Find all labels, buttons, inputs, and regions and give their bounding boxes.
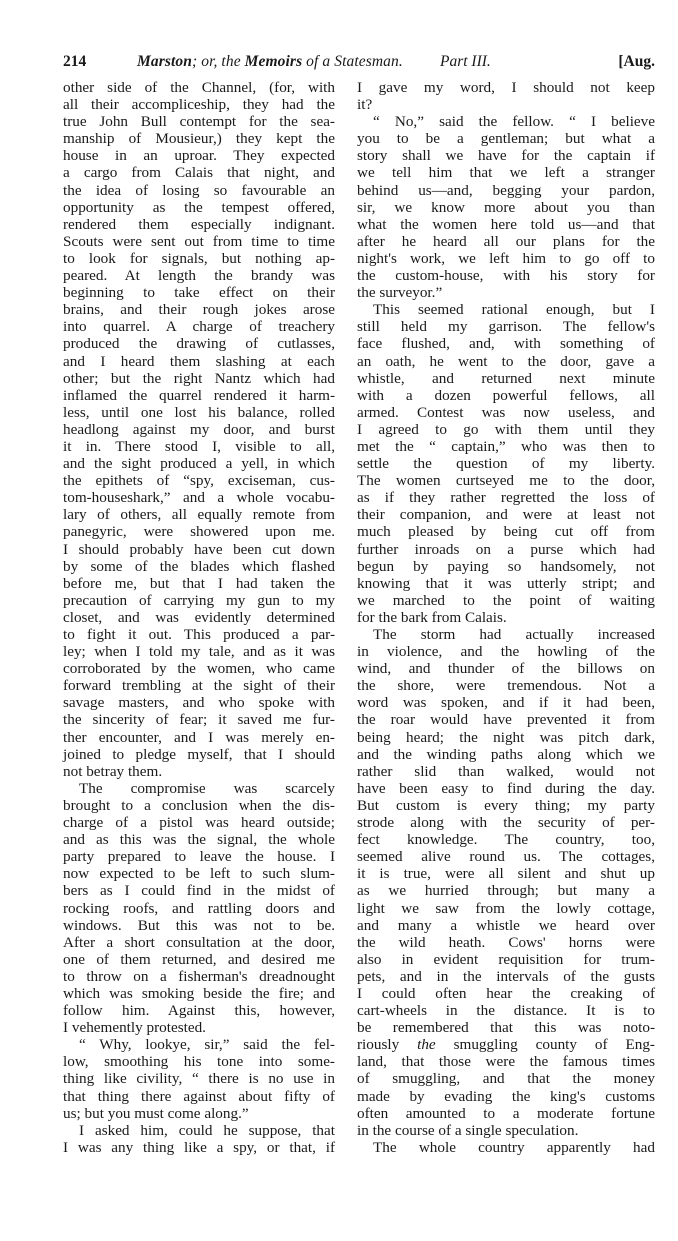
text-line: fect knowledge. The country, too, [357, 831, 655, 849]
text-line: to fight it out. This produced a par- [63, 626, 335, 643]
text-line: follow him. Against this, however, [63, 1002, 335, 1020]
text-line: precaution of carrying my gun to my [63, 591, 335, 609]
text-line: knowing that it was utterly stript; and [357, 574, 655, 592]
text-line: and many a whistle we heard over [357, 916, 655, 934]
text-line: inflamed the quarrel rendered it harm- [63, 386, 335, 404]
text-line: and I heard them slashing at each [63, 352, 335, 370]
text-line: the wild heath. Cows' horns were [357, 933, 655, 951]
running-title: Marston; or, the Memoirs of a Statesman. [137, 53, 403, 70]
text-line: other side of the Channel, (for, with [63, 79, 335, 96]
right-column [357, 79, 655, 1156]
text-line: wind, and thunder of the billows on [357, 660, 655, 678]
text-line: you to be a gentleman; but what a [357, 130, 655, 148]
text-line: us; but you must come along.” [63, 1104, 249, 1122]
text-line: seemed alive round us. The cottages, [357, 848, 655, 866]
text-line: it is true, were all silent and shut up [357, 865, 655, 883]
text-line: begun by paying so handsomely, not [357, 557, 655, 575]
text-line: charge of a pistol was heard outside; [63, 814, 335, 832]
text-line: corroborated by the women, who came [63, 660, 335, 678]
text-line: beginning to take effect on their [63, 284, 335, 302]
text-line: we marched to the point of waiting [357, 591, 655, 609]
text-line: rendered them especially indignant. [63, 215, 335, 233]
text-line: brought to a conclusion when the dis- [63, 796, 335, 814]
text-line: for the bark from Calais. [357, 608, 507, 626]
text-line: before me, but that I had taken the [63, 574, 335, 592]
text-line: settle the question of my liberty. [357, 455, 655, 473]
text-line: land, that those were the famous times [357, 1053, 655, 1071]
text-line: opportunity as the tempest offered, [63, 198, 335, 216]
text-line: true John Bull contempt for the sea- [63, 113, 335, 131]
text-line: headlong against my door, and burst [63, 420, 335, 438]
text-line: lary of others, all equally remote from [63, 506, 335, 524]
text-line: strode along with the security of per- [357, 814, 655, 832]
text-line: The women curtseyed me to the door, [357, 472, 655, 490]
text-line: to throw on a fisherman's dreadnought [63, 967, 335, 985]
text-line: Scouts were sent out from time to time [63, 232, 335, 250]
text-line: But custom is every thing; my party [357, 796, 655, 814]
text-line: bers as I could find in the midst of [63, 882, 335, 900]
text-line: in the course of a single speculation. [357, 1121, 579, 1139]
text-line: I vehemently protested. [63, 1019, 206, 1037]
text-line: to look for signals, but nothing ap- [63, 249, 335, 267]
text-line: produced the drawing of cutlasses, [63, 335, 335, 353]
text-line: the surveyor.” [357, 284, 443, 302]
text-line: the roar would have prevented it from [357, 711, 655, 729]
text-line: which was smoking beside the fire; and [63, 984, 335, 1002]
text-line: into quarrel. A charge of treachery [63, 318, 335, 336]
text-line: it in. There stood I, visible to all, [63, 437, 335, 455]
text-line: The whole country apparently had [373, 1138, 655, 1156]
text-line: low, smoothing his tone into some- [63, 1053, 335, 1071]
text-line: with a dozen powerful fellows, all [357, 386, 655, 404]
text-line: much pleased by being cut off from [357, 523, 655, 541]
text-line: I should probably have been cut down [63, 540, 335, 558]
text-line: word was spoken, and if it had been, [357, 694, 655, 712]
text-line: brains, and their rough jokes arose [63, 301, 335, 319]
text-line: in violence, and the howling of the [357, 643, 655, 661]
text-line: sir, we know more about you than [357, 198, 655, 216]
text-line: being heard; the night was pitch dark, [357, 728, 655, 746]
text-line: pets, and in the intervals of the gusts [357, 967, 655, 985]
text-line: after he heard all our plans for the [357, 232, 655, 250]
text-line: “ No,” said the fellow. “ I believe [373, 113, 655, 131]
text-line: that thing there against about fifty of [63, 1087, 335, 1105]
text-line: thing like civility, “ there is no use in [63, 1070, 335, 1088]
text-line: now expected to be left to such slum- [63, 865, 335, 883]
text-line: forward trembling at the sight of their [63, 677, 335, 695]
text-line: the custom-house, with his story for [357, 267, 655, 285]
text-line: rocking roofs, and rattling doors and [63, 899, 335, 917]
text-line: by some of the blades which flashed [63, 557, 335, 575]
text-line: have been easy to find during the day. [357, 779, 655, 797]
text-line: I agreed to go with them until they [357, 420, 655, 438]
text-line: I could often hear the creaking of [357, 984, 655, 1002]
text-line: light we saw from the lowly cottage, [357, 899, 655, 917]
text-line: party prepared to leave the house. I [63, 848, 335, 866]
text-line: met the “ captain,” who was then to [357, 437, 655, 455]
text-line: what the women here told us—and that [357, 215, 655, 233]
text-line: The compromise was scarcely [79, 779, 335, 797]
text-line: “ Why, lookye, sir,” said the fel- [79, 1036, 335, 1054]
text-line: rather slid than walked, would not [357, 762, 655, 780]
issue-date: [Aug. [618, 53, 655, 70]
text-line: closet, and was evidently determined [63, 608, 335, 626]
text-line: their companion, and were at least not [357, 506, 655, 524]
text-line: the idea of losing so favourable an [63, 181, 335, 199]
text-line: all their accompliceship, they had the [63, 96, 335, 114]
text-line: the sincerity of fear; it saved me fur- [63, 711, 335, 729]
part-label: Part III. [440, 53, 491, 70]
text-line: as if they rather regretted the loss of [357, 489, 655, 507]
text-line: ther encounter, and I was merely en- [63, 728, 335, 746]
text-line: peared. At length the brandy was [63, 267, 335, 285]
text-line: as we hurried through; but many a [357, 882, 655, 900]
text-line: I was any thing like a spy, or that, if [63, 1138, 335, 1156]
text-line: an oath, he went to the door, gave a [357, 352, 655, 370]
text-line: less, until one lost his balance, rolled [63, 403, 335, 421]
text-line: panegyric, were showered upon me. [63, 523, 335, 541]
text-line: tom-houseshark,” and a whole vocabu- [63, 489, 335, 507]
text-line: often amounted to a moderate fortune [357, 1104, 655, 1122]
text-line: This seemed rational enough, but I [373, 301, 655, 319]
text-line: night's work, we left him to go off to [357, 249, 655, 267]
text-line: The storm had actually increased [373, 626, 655, 643]
text-line: manship of Mousieur,) they kept the [63, 130, 335, 148]
text-line: be remembered that this was noto- [357, 1019, 655, 1037]
text-line: whistle, and returned next minute [357, 369, 655, 387]
text-line: other; but the right Nantz which had [63, 369, 335, 387]
text-line: I gave my word, I should not keep [357, 79, 655, 96]
left-column [63, 79, 335, 1156]
text-line: cart-wheels in the distance. It is to [357, 1002, 655, 1020]
text-line: savage masters, and who spoke with [63, 694, 335, 712]
text-line: further inroads on a purse which had [357, 540, 655, 558]
text-line: one of them returned, and desired me [63, 950, 335, 968]
text-line: the shore, were tremendous. Not a [357, 677, 655, 695]
text-line: ley; when I told my tale, and as it was [63, 643, 335, 661]
text-line: made by evading the king's customs [357, 1087, 655, 1105]
text-line: After a short consultation at the door, [63, 933, 335, 951]
text-line: also in evident requisition for trum- [357, 950, 655, 968]
text-line: face flushed, and, with something of [357, 335, 655, 353]
text-line: a cargo from Calais that night, and [63, 164, 335, 182]
text-line: windows. But this was not to be. [63, 916, 335, 934]
text-line: and as this was the signal, the whole [63, 831, 335, 849]
text-line: joined to pledge myself, that I should [63, 745, 335, 763]
running-header [63, 52, 655, 72]
text-line: we tell him that we left a stranger [357, 164, 655, 182]
text-line: story shall we have for the captain if [357, 147, 655, 165]
text-line: armed. Contest was now useless, and [357, 403, 655, 421]
text-line: the epithets of “spy, exciseman, cus- [63, 472, 335, 490]
text-line: riously the smuggling county of Eng- [357, 1036, 655, 1054]
text-line: it? [357, 96, 373, 114]
page-number: 214 [63, 53, 87, 70]
text-line: of smuggling, and that the money [357, 1070, 655, 1088]
text-line: still held my garrison. The fellow's [357, 318, 655, 336]
text-line: and the winding paths along which we [357, 745, 655, 763]
text-line: house in an uproar. They expected [63, 147, 335, 165]
text-line: and the sight produced a yell, in which [63, 455, 335, 473]
text-line: I asked him, could he suppose, that [79, 1121, 335, 1139]
text-line: not betray them. [63, 762, 163, 780]
text-line: behind us—and, begging your pardon, [357, 181, 655, 199]
